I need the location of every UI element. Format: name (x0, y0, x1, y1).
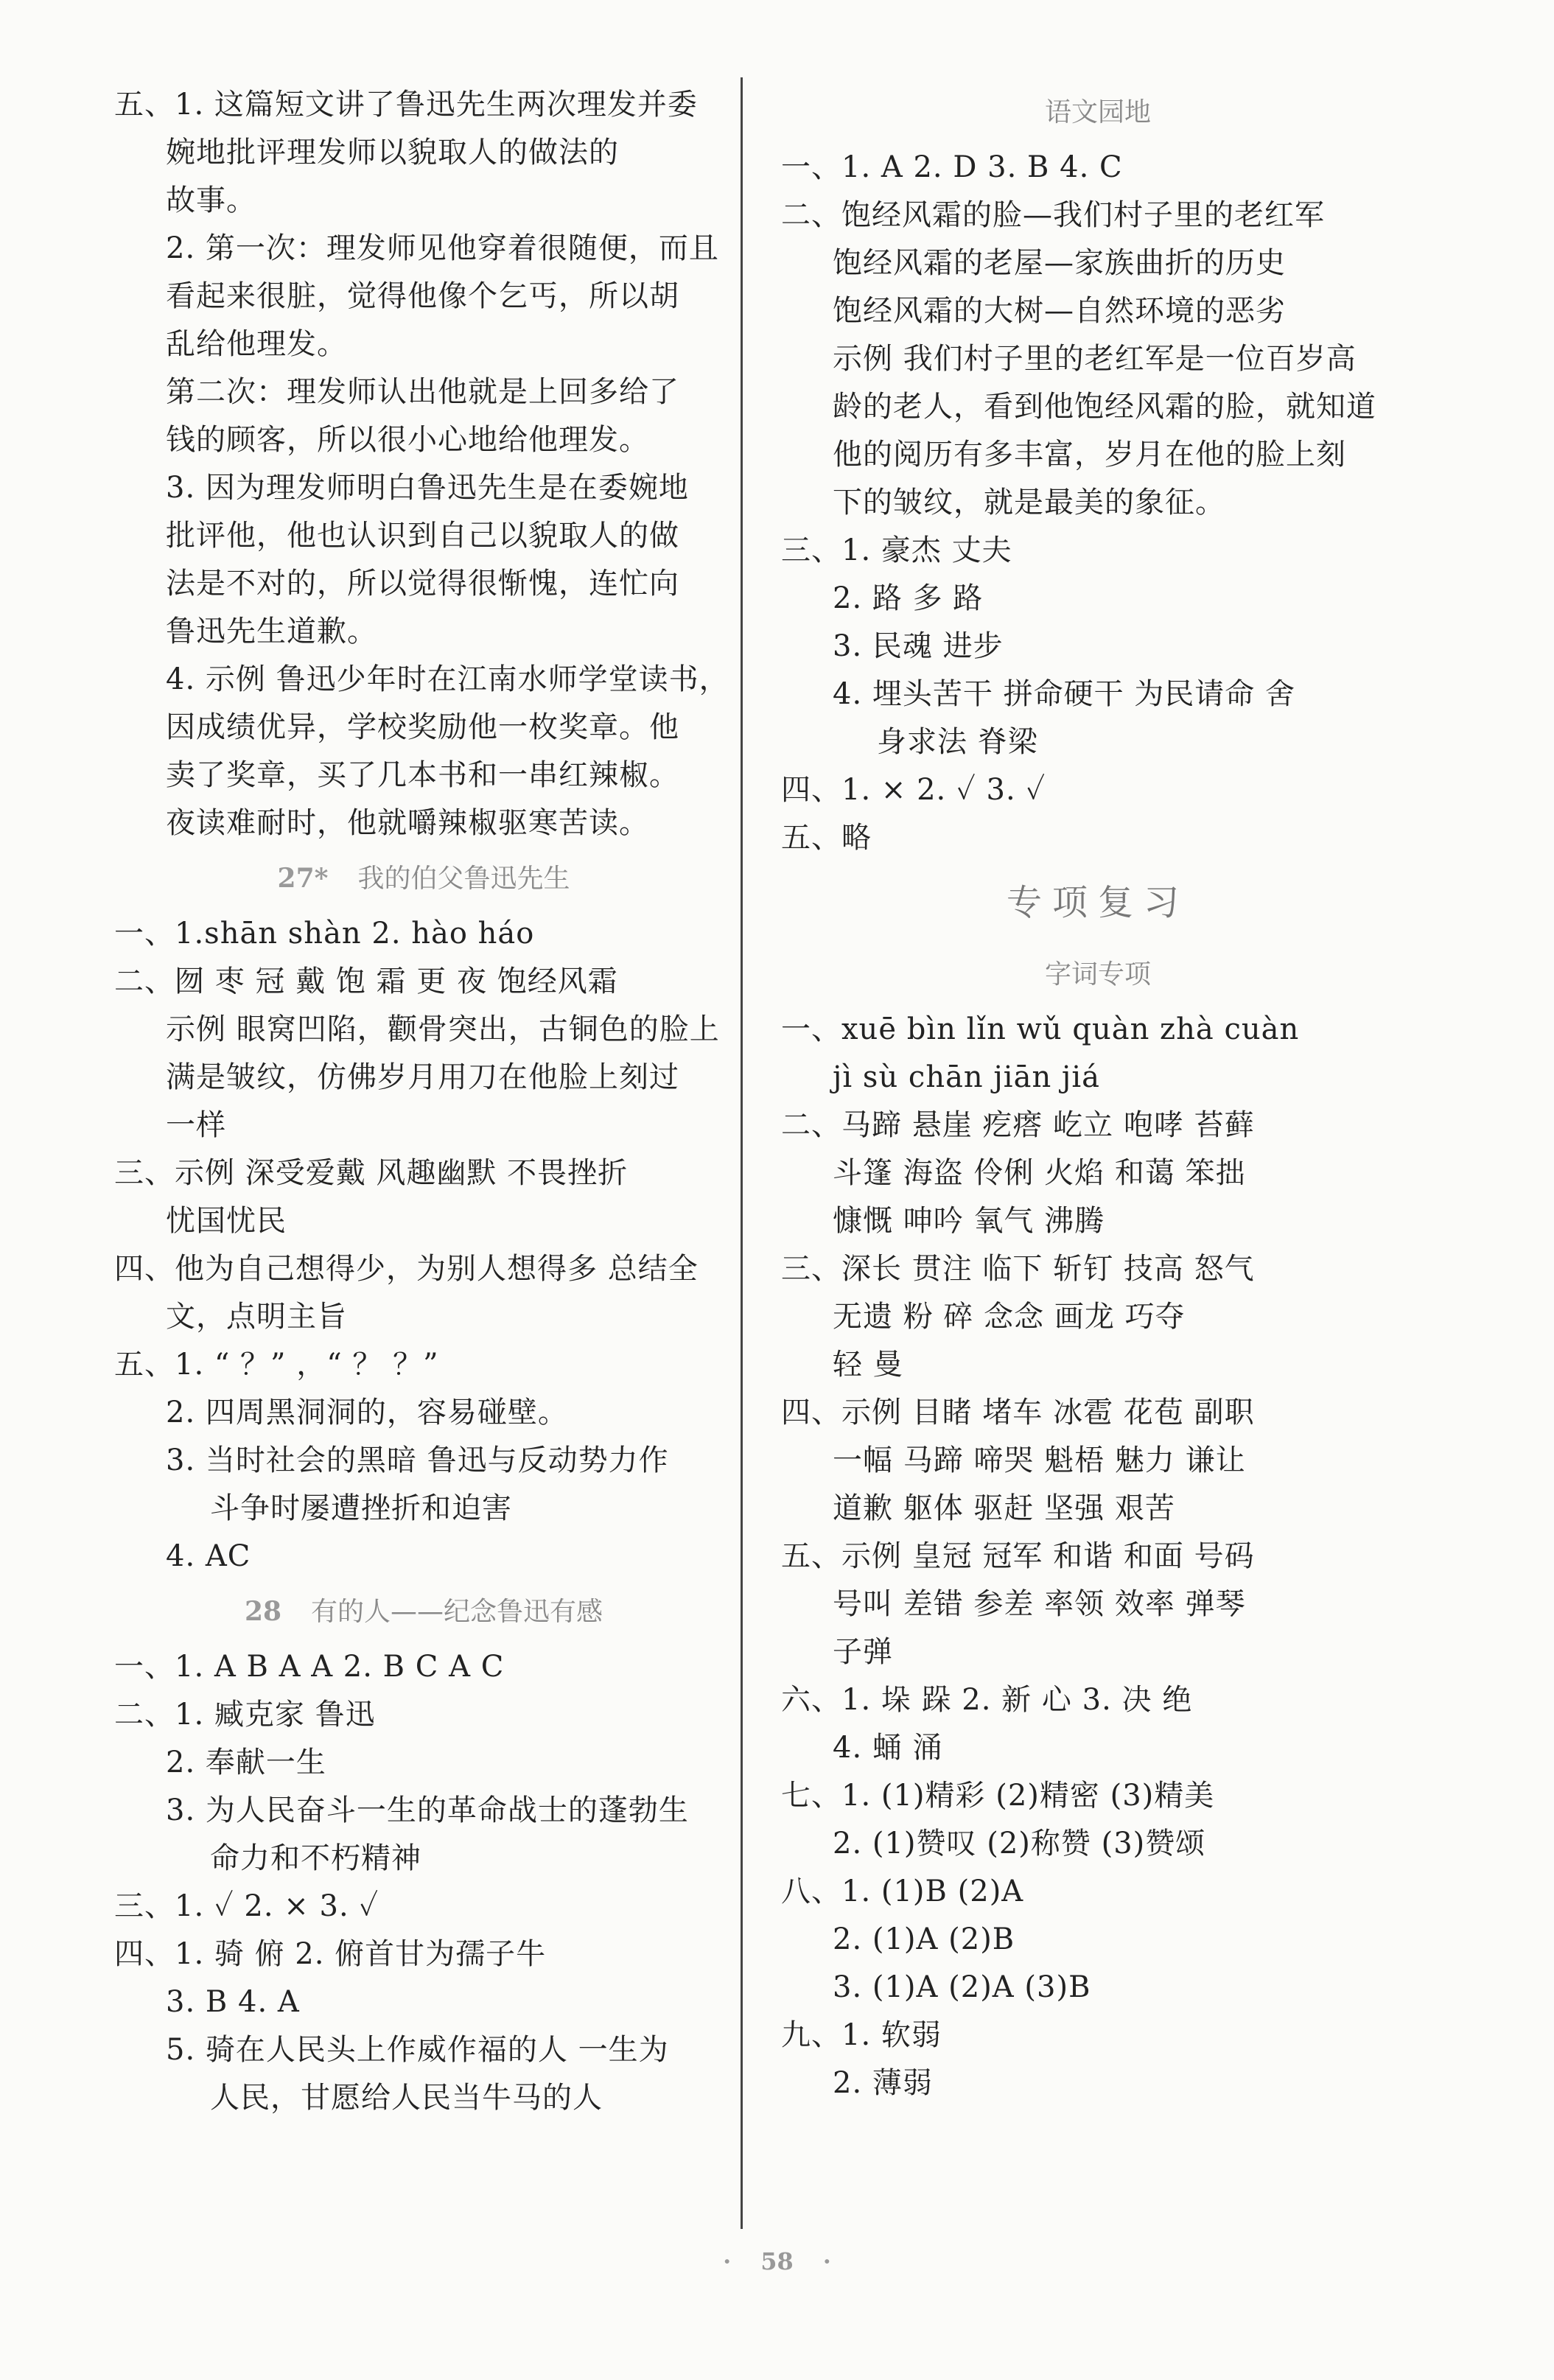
right-column (781, 81, 1415, 2107)
answer-line: 文，点明主旨 (166, 1300, 347, 1334)
answer-line: 故事。 (166, 183, 256, 217)
lesson-title: 有的人——纪念鲁迅有感 (311, 1597, 603, 1627)
answer-line: 五、略 (781, 821, 872, 855)
answer-line: 慷慨 呻吟 氧气 沸腾 (833, 1204, 1105, 1238)
answer-line: 因成绩优异，学校奖励他一枚奖章。他 (166, 710, 679, 744)
left-column (114, 81, 733, 2122)
answer-line: 钱的顾客，所以很小心地给他理发。 (166, 423, 649, 457)
answer-line: 命力和不朽精神 (210, 1841, 421, 1875)
special-review-title: 专项复习 (1006, 882, 1189, 923)
answer-line: 3. 因为理发师明白鲁迅先生是在委婉地 (166, 471, 689, 505)
answer-line: 4. 埋头苦干 拼命硬干 为民请命 舍 (833, 677, 1296, 711)
lesson-number: 27* (277, 863, 329, 894)
answer-line: 一样 (166, 1108, 226, 1142)
answer-line: 示例 我们村子里的老红军是一位百岁高 (833, 342, 1357, 376)
footer-dot: · (822, 2247, 831, 2275)
answer-line: 轻 曼 (833, 1348, 903, 1382)
answer-line: 二、马蹄 悬崖 疙瘩 屹立 咆哮 苔藓 (781, 1108, 1255, 1142)
answer-line: 八、1. (1)B (2)A (781, 1875, 1024, 1908)
answer-line: 四、示例 目睹 堵车 冰雹 花苞 副职 (781, 1396, 1255, 1429)
answer-line: 卖了奖章，买了几本书和一串红辣椒。 (166, 758, 679, 792)
answer-line: 2. 奉献一生 (166, 1746, 326, 1779)
answer-line: 一、xuē bìn lǐn wǔ quàn zhà cuàn (781, 1012, 1300, 1046)
page-footer (0, 2247, 1554, 2275)
answer-line: 三、示例 深受爱戴 风趣幽默 不畏挫折 (114, 1156, 629, 1190)
page-number: 58 (760, 2247, 794, 2275)
answer-line: 五、1. “ ？” ，“ ？ ？” (114, 1348, 439, 1382)
answer-line: 饱经风霜的老屋—家族曲折的历史 (833, 246, 1286, 280)
answer-line: 满是皱纹，仿佛岁月用刀在他脸上刻过 (166, 1060, 679, 1094)
answer-line: 2. 路 多 路 (833, 581, 984, 615)
answer-line: 四、1. × 2. ✓ 3. ✓ (781, 773, 1046, 807)
answer-line: 3. 为人民奋斗一生的革命战士的蓬勃生 (166, 1793, 689, 1827)
answer-line: 身求法 脊梁 (877, 725, 1038, 759)
answer-line: 无遗 粉 碎 念念 画龙 巧夺 (833, 1300, 1186, 1334)
footer-dot: · (723, 2247, 732, 2275)
ciyu-zhuanxiang-heading: 字词专项 (1044, 959, 1151, 990)
answer-line: 二、饱经风霜的脸—我们村子里的老红军 (781, 198, 1325, 232)
answer-line: 4. AC (166, 1539, 251, 1573)
answer-line: 四、他为自己想得少，为别人想得多 总结全 (114, 1252, 699, 1286)
answer-line: 4. 蛹 涌 (833, 1731, 943, 1765)
answer-line: 六、1. 垛 跺 2. 新 心 3. 决 绝 (781, 1683, 1193, 1717)
answer-line: 示例 眼窝凹陷，颧骨突出，古铜色的脸上 (166, 1012, 720, 1046)
answer-line: 斗争时屡遭挫折和迫害 (210, 1491, 512, 1525)
answer-line: 五、示例 皇冠 冠军 和谐 和面 号码 (781, 1539, 1255, 1573)
answer-line: 三、1. ✓ 2. × 3. ✓ (114, 1889, 379, 1923)
lesson-28-heading (114, 1581, 733, 1643)
answer-line: 斗篷 海盗 伶俐 火焰 和蔼 笨拙 (833, 1156, 1246, 1190)
answer-line: 子弹 (833, 1635, 893, 1669)
answer-line: 4. 示例 鲁迅少年时在江南水师学堂读书， (166, 662, 729, 696)
answer-line: 五、1. 这篇短文讲了鲁迅先生两次理发并委 (114, 88, 698, 122)
answer-line: 一、1. A 2. D 3. B 4. C (781, 150, 1123, 184)
answer-line: 3. B 4. A (166, 1985, 300, 2019)
lesson-27-heading (114, 847, 733, 910)
answer-line: 道歉 躯体 驱赶 坚强 艰苦 (833, 1491, 1175, 1525)
answer-line: 婉地批评理发师以貌取人的做法的 (166, 136, 619, 169)
answer-line: jì sù chān jiān jiá (833, 1060, 1100, 1094)
answer-line: 法是不对的，所以觉得很惭愧，连忙向 (166, 567, 679, 601)
answer-line: 龄的老人，看到他饱经风霜的脸，就知道 (833, 390, 1376, 424)
answer-line: 忧国忧民 (166, 1204, 287, 1238)
answer-line: 饱经风霜的大树—自然环境的恶劣 (833, 294, 1286, 328)
answer-line: 下的皱纹，就是最美的象征。 (833, 486, 1225, 519)
answer-line: 二、1. 臧克家 鲁迅 (114, 1698, 376, 1732)
answer-line: 看起来很脏，觉得他像个乞丐，所以胡 (166, 279, 679, 313)
answer-line: 2. 薄弱 (833, 2066, 933, 2100)
answer-line: 鲁迅先生道歉。 (166, 615, 377, 648)
answer-line: 三、深长 贯注 临下 斩钉 技高 怒气 (781, 1252, 1255, 1286)
answer-line: 一、1. A B A A 2. B C A C (114, 1650, 505, 1684)
answer-line: 3. 民魂 进步 (833, 629, 1004, 663)
answer-line: 一、1.shān shàn 2. hào háo (114, 917, 535, 951)
answer-line: 夜读难耐时，他就嚼辣椒驱寒苦读。 (166, 806, 649, 840)
answer-line: 乱给他理发。 (166, 327, 347, 361)
answer-line: 2. (1)A (2)B (833, 1922, 1015, 1956)
answer-line: 第二次：理发师认出他就是上回多给了 (166, 375, 679, 409)
answer-line: 2. 第一次：理发师见他穿着很随便，而且 (166, 231, 719, 265)
answer-line: 二、囫 枣 冠 戴 饱 霜 更 夜 饱经风霜 (114, 965, 618, 998)
answer-line: 5. 骑在人民头上作威作福的人 一生为 (166, 2033, 669, 2067)
answer-line: 他的阅历有多丰富，岁月在他的脸上刻 (833, 438, 1346, 472)
column-divider (741, 77, 743, 2229)
answer-line: 3. (1)A (2)A (3)B (833, 1970, 1091, 2004)
answer-line: 2. (1)赞叹 (2)称赞 (3)赞颂 (833, 1827, 1206, 1861)
answer-line: 一幅 马蹄 啼哭 魁梧 魅力 谦让 (833, 1443, 1246, 1477)
answer-line: 批评他，他也认识到自己以貌取人的做 (166, 519, 679, 553)
answer-line: 3. 当时社会的黑暗 鲁迅与反动势力作 (166, 1443, 669, 1477)
answer-line: 人民，甘愿给人民当牛马的人 (210, 2081, 603, 2115)
lesson-number: 28 (244, 1596, 282, 1627)
yuwen-yuandi-heading: 语文园地 (1044, 97, 1151, 127)
answer-line: 号叫 差错 参差 率领 效率 弹琴 (833, 1587, 1246, 1621)
answer-line: 七、1. (1)精彩 (2)精密 (3)精美 (781, 1779, 1215, 1813)
answer-line: 2. 四周黑洞洞的，容易碰壁。 (166, 1396, 568, 1429)
answer-line: 四、1. 骑 俯 2. 俯首甘为孺子牛 (114, 1937, 547, 1971)
lesson-title: 我的伯父鲁迅先生 (357, 864, 570, 894)
answer-line: 九、1. 软弱 (781, 2018, 942, 2052)
answer-line: 三、1. 豪杰 丈夫 (781, 533, 1012, 567)
